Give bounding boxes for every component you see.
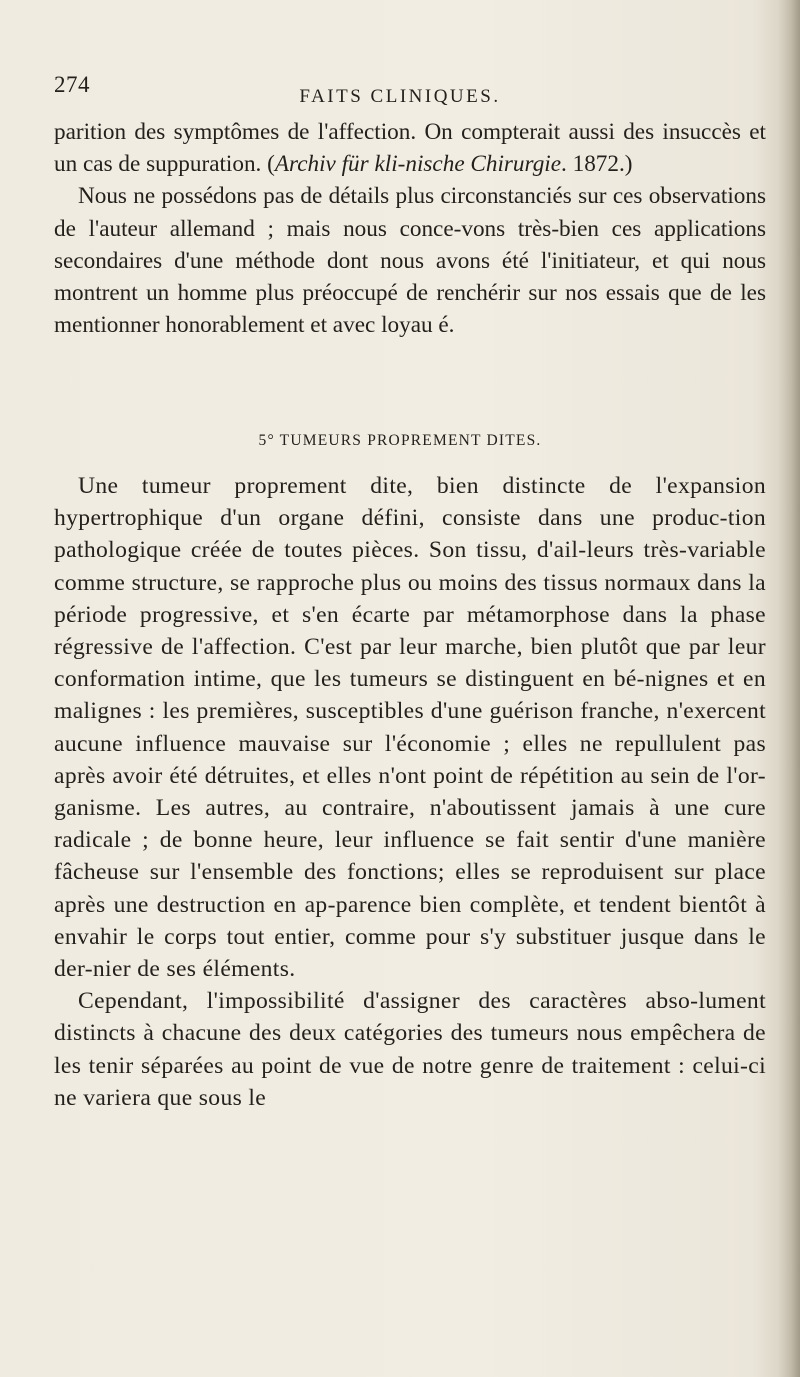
paragraph: Cependant, l'impossibilité d'assigner des caractères abso-lument distincts à chacune des deux catégories des tumeurs nous empêchera de les tenir séparées au point de vue de notre genre de traitement : celui-ci ne variera que sous le xyxy=(54,988,766,1111)
paragraph-continuation: parition des symptômes de l'affection. On compterait aussi des insuccès et un cas de suppuration. (Archiv für kli-nische Chirurgie. 1872.) xyxy=(54,119,766,178)
journal-citation: Archiv für kli-nische Chirurgie xyxy=(274,151,562,178)
paragraph: Nous ne possédons pas de détails plus circonstanciés sur ces observations de l'auteur allemand ; mais nous conce-vons très-bien ces applications secondaires d'une méthode dont nous avons été l'initiateur, et qui nous montrent un homme plus préoccupé de renchérir sur nos essais que de les mentionner honorablement et avec loyau é. xyxy=(54,183,766,339)
paragraph: Une tumeur proprement dite, bien distincte de l'expansion hypertrophique d'un organe défini, consiste dans une produc-tion pathologique créée de toutes pièces. Son tissu, d'ail-leurs très-variable comme structure, se rapproche plus ou moins des tissus normaux dans la période progressive, et s'en écarte par métamorphose dans la phase régressive de l'affection. C'est par leur marche, bien plutôt que par leur conformation intime, que les tumeurs se distinguent en bé-nignes et en malignes : les premières, susceptibles d'une guérison franche, n'exercent aucune influence mauvaise sur l'économie ; elles ne repullulent pas après avoir été détruites, et elles n'ont point de répétition au sein de l'or-ganisme. Les autres, au contraire, n'aboutissent jamais à une cure radicale ; de bonne heure, leur influence se fait sentir d'une manière fâcheuse sur l'ensemble des fonctions; elles se reproduisent sur place après une destruction en ap-parence bien complète, et tendent bientôt à envahir le corps tout entier, comme pour s'y substituer jusque dans le der-nier de ses éléments. xyxy=(54,473,766,983)
text-block-top xyxy=(54,116,766,341)
running-title: FAITS CLINIQUES. xyxy=(299,86,501,107)
section-heading: 5° TUMEURS PROPREMENT DITES. xyxy=(258,432,542,449)
page-edge-shadow xyxy=(778,0,800,1377)
page-number: 274 xyxy=(54,72,90,97)
text-block-bottom xyxy=(54,470,766,1114)
